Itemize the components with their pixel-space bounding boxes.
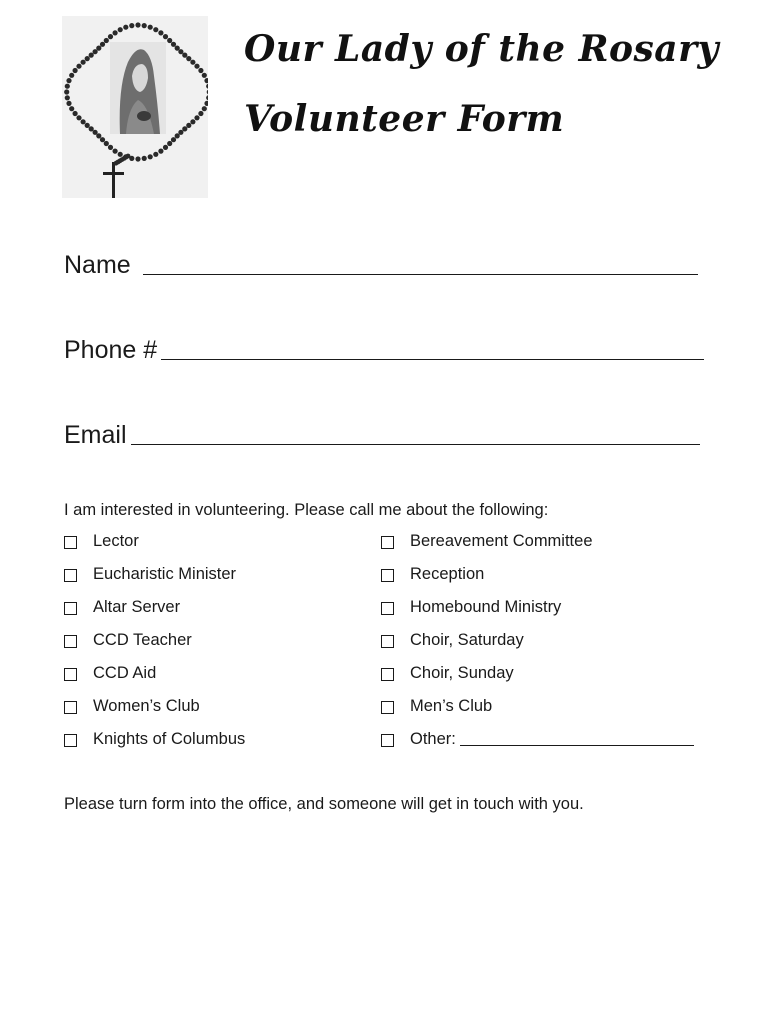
madonna-image [110,42,166,134]
rosary-bead [182,53,187,58]
rosary-bead [66,78,71,83]
rosary-bead [118,27,123,32]
form-title-line1: Our Lady of the Rosary [244,28,719,70]
rosary-bead [96,46,101,51]
email-blank-line[interactable] [131,443,700,445]
rosary-bead [171,137,176,142]
rosary-bead [135,156,140,161]
rosary-bead [198,111,203,116]
rosary-bead [64,89,69,94]
rosary-bead [190,60,195,65]
email-field[interactable] [64,414,700,448]
rosary-bead [123,25,128,30]
rosary-bead [73,111,78,116]
option-label: Women’s Club [93,697,200,715]
option-homebound-ministry[interactable] [381,598,694,631]
option-lector[interactable] [64,532,245,565]
option-label: Eucharistic Minister [93,565,237,583]
rosary-bead [81,60,86,65]
rosary-bead [113,149,118,154]
checkbox[interactable] [381,635,394,648]
checkbox[interactable] [64,701,77,714]
email-label: Email [64,421,127,449]
rosary-bead [182,126,187,131]
rosary-bead [69,106,74,111]
option-womens-club[interactable] [64,697,245,730]
rosary-bead [104,38,109,43]
option-label: Other: [410,730,456,748]
phone-blank-line[interactable] [161,358,704,360]
option-label: CCD Aid [93,664,157,682]
rosary-bead [175,133,180,138]
option-eucharistic-minister[interactable] [64,565,245,598]
option-label: Lector [93,532,139,550]
rosary-bead [104,141,109,146]
option-label: Altar Server [93,598,181,616]
checkbox[interactable] [64,668,77,681]
footer-note: Please turn form into the office, and someone will get in touch with you. [64,795,584,813]
rosary-bead [186,56,191,61]
option-label: Choir, Sunday [410,664,514,682]
rosary-bead [108,145,113,150]
rosary-bead [73,68,78,73]
checkbox[interactable] [381,734,394,747]
rosary-bead [89,126,94,131]
other-blank-line[interactable] [460,730,694,746]
checkbox[interactable] [381,536,394,549]
option-label: Knights of Columbus [93,730,246,748]
checkbox[interactable] [64,569,77,582]
phone-label: Phone # [64,336,158,364]
option-reception[interactable] [381,565,694,598]
rosary-bead [81,119,86,124]
rosary-bead [135,22,140,27]
rosary-bead [153,27,158,32]
rosary-bead [89,53,94,58]
rosary-bead [142,156,147,161]
rosary-bead [93,130,98,135]
checkbox[interactable] [381,602,394,615]
rosary-bead [158,30,163,35]
rosary-bead [190,119,195,124]
rosary-bead [148,25,153,30]
rosary-madonna-icon [62,16,208,198]
option-label: Homebound Ministry [410,598,562,616]
name-label: Name [64,251,131,279]
rosary-bead [194,64,199,69]
rosary-bead [202,106,207,111]
rosary-bead [85,123,90,128]
rosary-bead [129,23,134,28]
rosary-bead [142,23,147,28]
phone-field[interactable] [64,329,704,363]
rosary-bead [114,161,119,166]
rosary-bead [69,73,74,78]
rosary-bead [178,49,183,54]
rosary-bead [65,95,70,100]
option-label: Bereavement Committee [410,532,593,550]
rosary-bead [167,141,172,146]
option-bereavement-committee[interactable] [381,532,694,565]
option-other[interactable] [381,730,694,763]
rosary-bead [76,64,81,69]
options-right-column [381,532,694,763]
name-field[interactable] [64,244,698,278]
rosary-bead [194,115,199,120]
checkbox[interactable] [64,602,77,615]
name-blank-line[interactable] [143,273,698,275]
rosary-bead [66,101,71,106]
checkbox[interactable] [381,668,394,681]
rosary-bead [100,137,105,142]
rosary-bead [171,42,176,47]
rosary-bead [85,56,90,61]
interest-intro: I am interested in volunteering. Please call me about the following: [64,501,549,519]
rosary-bead [167,38,172,43]
rosary-bead [198,68,203,73]
checkbox[interactable] [381,569,394,582]
rosary-bead [76,115,81,120]
options-left-column [64,532,245,763]
option-label: Choir, Saturday [410,631,524,649]
option-ccd-teacher[interactable] [64,631,245,664]
form-title-line2: Volunteer Form [244,98,565,140]
checkbox[interactable] [64,635,77,648]
rosary-bead [186,123,191,128]
rosary-bead [100,42,105,47]
rosary-bead [163,34,168,39]
rosary-bead [108,34,113,39]
option-choir-saturday[interactable] [381,631,694,664]
checkbox[interactable] [381,701,394,714]
option-label: CCD Teacher [93,631,192,649]
option-choir-sunday[interactable] [381,664,694,697]
rosary-bead [65,84,70,89]
rosary-bead [158,149,163,154]
option-altar-server[interactable] [64,598,245,631]
checkbox[interactable] [64,734,77,747]
rosary-bead [148,154,153,159]
option-knights-of-columbus[interactable] [64,730,245,763]
option-ccd-aid[interactable] [64,664,245,697]
option-mens-club[interactable] [381,697,694,730]
rosary-bead [118,152,123,157]
option-label: Reception [410,565,485,583]
rosary-bead [163,145,168,150]
checkbox[interactable] [64,536,77,549]
rosary-bead [202,73,207,78]
option-label: Men’s Club [410,697,493,715]
rosary-bead [113,30,118,35]
rosary-bead [153,152,158,157]
